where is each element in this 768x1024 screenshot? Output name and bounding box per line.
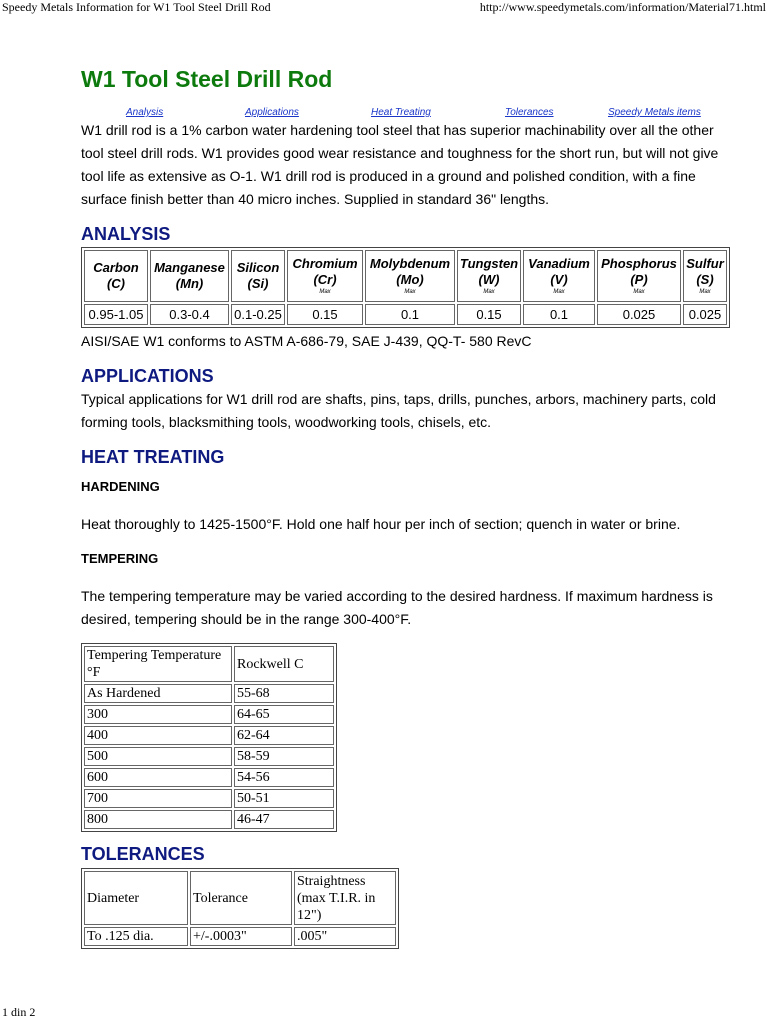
tempering-temp-cell: 700 bbox=[84, 789, 232, 808]
tolerances-col-tolerance: Tolerance bbox=[190, 871, 292, 925]
tolerances-tolerance-cell: +/-.0003" bbox=[190, 927, 292, 946]
analysis-col-silicon: Silicon (Si) bbox=[231, 250, 285, 302]
tempering-col-rockwell: Rockwell C bbox=[234, 646, 334, 682]
tempering-temp-cell: 500 bbox=[84, 747, 232, 766]
analysis-value-molybdenum: 0.1 bbox=[365, 304, 455, 325]
tolerances-header-row bbox=[84, 871, 396, 925]
nav-link-applications[interactable]: Applications bbox=[245, 107, 299, 118]
tolerances-col-diameter: Diameter bbox=[84, 871, 188, 925]
tempering-heading: TEMPERING bbox=[81, 551, 159, 566]
tempering-hardness-cell: 46-47 bbox=[234, 810, 334, 829]
tempering-hardness-cell: 55-68 bbox=[234, 684, 334, 703]
analysis-col-chromium: Chromium (Cr) Max bbox=[287, 250, 363, 302]
tolerances-heading: TOLERANCES bbox=[81, 844, 205, 864]
tempering-col-temperature: Tempering Temperature °F bbox=[84, 646, 232, 682]
heat-treating-heading: HEAT TREATING bbox=[81, 447, 225, 467]
analysis-value-phosphorus: 0.025 bbox=[597, 304, 681, 325]
analysis-col-tungsten: Tungsten (W) Max bbox=[457, 250, 521, 302]
tempering-temp-cell: 300 bbox=[84, 705, 232, 724]
table-row bbox=[84, 726, 334, 745]
tolerances-straightness-cell: .005" bbox=[294, 927, 396, 946]
section-nav bbox=[81, 107, 731, 125]
table-row bbox=[84, 684, 334, 703]
analysis-value-manganese: 0.3-0.4 bbox=[150, 304, 229, 325]
analysis-col-phosphorus: Phosphorus (P) Max bbox=[597, 250, 681, 302]
table-row bbox=[84, 789, 334, 808]
tolerances-table bbox=[81, 868, 399, 949]
tempering-temp-cell: 800 bbox=[84, 810, 232, 829]
tempering-hardness-cell: 54-56 bbox=[234, 768, 334, 787]
tolerances-col-straightness: Straightness (max T.I.R. in 12") bbox=[294, 871, 396, 925]
analysis-table bbox=[81, 247, 730, 328]
document-content bbox=[81, 62, 731, 949]
tempering-hardness-cell: 58-59 bbox=[234, 747, 334, 766]
applications-heading: APPLICATIONS bbox=[81, 366, 214, 386]
analysis-col-molybdenum: Molybdenum (Mo) Max bbox=[365, 250, 455, 302]
hardening-heading: HARDENING bbox=[81, 479, 160, 494]
tempering-table bbox=[81, 643, 337, 832]
analysis-note: AISI/SAE W1 conforms to ASTM A-686-79, SAE J-439, QQ-T- 580 RevC bbox=[81, 333, 532, 349]
tempering-header-row bbox=[84, 646, 334, 682]
analysis-value-vanadium: 0.1 bbox=[523, 304, 595, 325]
table-row bbox=[84, 747, 334, 766]
analysis-col-vanadium: Vanadium (V) Max bbox=[523, 250, 595, 302]
tempering-temp-cell: 400 bbox=[84, 726, 232, 745]
analysis-value-carbon: 0.95-1.05 bbox=[84, 304, 148, 325]
nav-link-heat-treating[interactable]: Heat Treating bbox=[371, 107, 431, 118]
nav-link-tolerances[interactable]: Tolerances bbox=[505, 107, 554, 118]
analysis-col-manganese: Manganese (Mn) bbox=[150, 250, 229, 302]
tolerances-diameter-cell: To .125 dia. bbox=[84, 927, 188, 946]
tempering-hardness-cell: 50-51 bbox=[234, 789, 334, 808]
applications-paragraph: Typical applications for W1 drill rod are shafts, pins, taps, drills, punches, arbors, machinery parts, cold forming tools, blacksmithing tools, woodworking tools, chisels, etc. bbox=[81, 391, 716, 430]
tempering-paragraph: The tempering temperature may be varied according to the desired hardness. If maximum hardness is desired, tempering should be in the range 300-400°F. bbox=[81, 588, 713, 627]
table-row bbox=[84, 705, 334, 724]
table-row bbox=[84, 768, 334, 787]
print-footer: 1 din 2 bbox=[2, 1005, 36, 1019]
analysis-header-row bbox=[84, 250, 727, 302]
print-header-url: http://www.speedymetals.com/information/Material71.html bbox=[479, 0, 766, 14]
print-header-title: Speedy Metals Information for W1 Tool Steel Drill Rod bbox=[2, 0, 271, 14]
analysis-heading: ANALYSIS bbox=[81, 224, 171, 244]
intro-paragraph: W1 drill rod is a 1% carbon water hardening tool steel that has superior machinability over all the other tool steel drill rods. W1 provides good wear resistance and toughness for the short run, but will not give tool life as extensive as O-1. W1 drill rod is produced in a ground and polished condition, with a fine surface finish better than 40 micro inches. Supplied in standard 36" lengths. bbox=[81, 122, 719, 207]
analysis-value-row bbox=[84, 304, 727, 325]
analysis-value-sulfur: 0.025 bbox=[683, 304, 727, 325]
analysis-value-tungsten: 0.15 bbox=[457, 304, 521, 325]
hardening-paragraph: Heat thoroughly to 1425-1500°F. Hold one half hour per inch of section; quench in water or brine. bbox=[81, 516, 681, 532]
analysis-col-carbon: Carbon (C) bbox=[84, 250, 148, 302]
analysis-value-silicon: 0.1-0.25 bbox=[231, 304, 285, 325]
print-header bbox=[0, 0, 768, 16]
tempering-hardness-cell: 62-64 bbox=[234, 726, 334, 745]
tempering-hardness-cell: 64-65 bbox=[234, 705, 334, 724]
tempering-temp-cell: As Hardened bbox=[84, 684, 232, 703]
tempering-temp-cell: 600 bbox=[84, 768, 232, 787]
page-title: W1 Tool Steel Drill Rod bbox=[81, 66, 333, 92]
table-row bbox=[84, 810, 334, 829]
nav-link-analysis[interactable]: Analysis bbox=[126, 107, 164, 118]
analysis-value-chromium: 0.15 bbox=[287, 304, 363, 325]
table-row bbox=[84, 927, 396, 946]
nav-link-speedy-metals-items[interactable]: Speedy Metals items bbox=[608, 107, 701, 118]
analysis-col-sulfur: Sulfur (S) Max bbox=[683, 250, 727, 302]
